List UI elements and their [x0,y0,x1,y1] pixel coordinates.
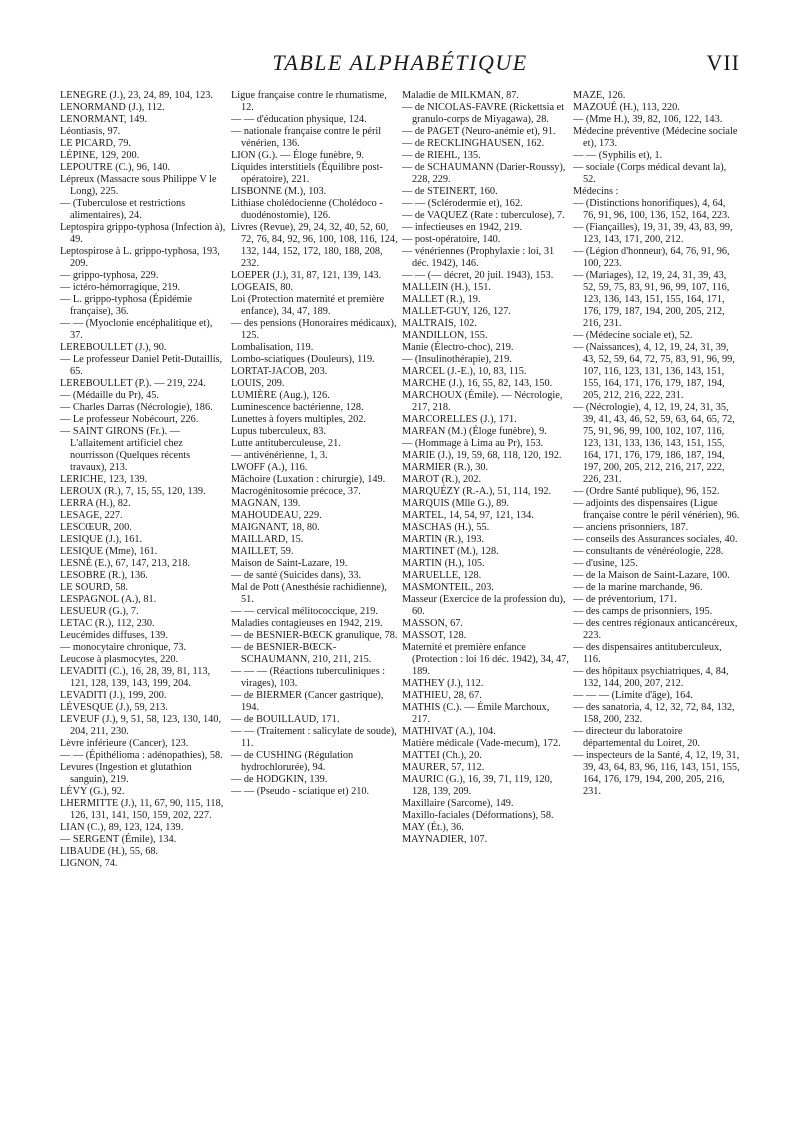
index-entry: LEVADITI (C.), 16, 28, 39, 81, 113, 121, 128, 139, 143, 199, 204. [60,666,211,689]
index-entry: — (Hommage à Lima au Pr), 153. [402,438,544,449]
index-entry: — (Distinctions honorifiques), 4, 64, 76, 91, 96, 100, 136, 152, 164, 223. [573,198,730,221]
index-entry: — SERGENT (Émile), 134. [60,834,177,845]
index-entry: — (Ordre Santé publique), 96, 152. [573,486,720,497]
index-entry: — grippo-typhosa, 229. [60,270,159,281]
index-entry: LIBAUDE (H.), 55, 68. [60,846,159,857]
index-column-3 [402,90,569,1090]
index-entry: — de VAQUEZ (Rate : tuberculose), 7. [402,210,565,221]
index-entry: — des dispensaires antituberculeux, 116. [573,642,722,665]
index-entry: Médecine préventive (Médecine sociale et), 173. [573,126,738,149]
index-entry: MARMIER (R.), 30. [402,462,489,473]
index-entry: Léontiasis, 97. [60,126,121,137]
index-entry: Maxillo-faciales (Déformations), 58. [402,810,554,821]
index-entry: LESIQUE (Mme), 161. [60,546,158,557]
index-entry: — Le professeur Nobécourt, 226. [60,414,199,425]
index-entry: Matière médicale (Vade-mecum), 172. [402,738,561,749]
index-entry: — adjoints des dispensaires (Ligue française contre le péril vénérien), 96. [573,498,740,521]
index-entry: LHERMITTE (J.), 11, 67, 90, 115, 118, 126, 131, 141, 150, 159, 202, 227. [60,798,224,821]
index-entry: LESUEUR (G.), 7. [60,606,139,617]
index-entry: — sociale (Corps médical devant la), 52. [573,162,727,185]
index-entry: LOUIS, 209. [231,378,285,389]
index-entry: MARTIN (R.), 193. [402,534,485,545]
index-entry: MATTEI (Ch.), 20. [402,750,482,761]
index-entry: LETAC (R.), 112, 230. [60,618,155,629]
index-entry: — de BOUILLAUD, 171. [231,714,340,725]
index-entry: — — (Pseudo - sciatique et) 210. [231,786,370,797]
index-entry: LESNÉ (E.), 67, 147, 213, 218. [60,558,191,569]
index-entry: — — (Épithélioma : adénopathies), 58. [60,750,223,761]
index-entry: — de HODGKIN, 139. [231,774,328,785]
index-entry: MAGNAN, 139. [231,498,301,509]
index-entry: — SAINT GIRONS (Fr.). — L'allaitement artificiel chez nourrisson (Quelques récents travaux), 213. [60,426,191,473]
index-entry: — de BIERMER (Cancer gastrique), 194. [231,690,384,713]
index-entry: LUMIÈRE (Aug.), 126. [231,390,330,401]
index-entry: Leptospirose à L. grippo-typhosa, 193, 209. [60,246,220,269]
index-entry: MAURIC (G.), 16, 39, 71, 119, 120, 128, 139, 209. [402,774,553,797]
index-entry: MASSOT, 128. [402,630,467,641]
index-entry: Leucémides diffuses, 139. [60,630,168,641]
index-entry: LERICHE, 123, 139. [60,474,148,485]
index-entry: MATHEY (J.), 112. [402,678,484,689]
index-entry: — de PAGET (Neuro-anémie et), 91. [402,126,556,137]
index-entry: LENORMAND (J.), 112. [60,102,165,113]
index-entry: MALLET (R.), 19. [402,294,481,305]
index-entry: Lombalisation, 119. [231,342,314,353]
index-entry: LESCŒUR, 200. [60,522,132,533]
index-entry: Ligue française contre le rhumatisme, 12. [231,90,387,113]
index-entry: Loi (Protection maternité et première enfance), 34, 47, 189. [231,294,385,317]
index-entry: MAIGNANT, 18, 80. [231,522,320,533]
index-entry: — de NICOLAS-FAVRE (Rickettsia et granulo-corps de Miyagawa), 28. [402,102,565,125]
index-entry: MARTINET (M.), 128. [402,546,499,557]
index-entry: — de BESNIER-BŒCK-SCHAUMANN, 210, 211, 215. [231,642,372,665]
index-entry: — des camps de prisonniers, 195. [573,606,713,617]
index-entry: — de SCHAUMANN (Darier-Roussy), 228, 229. [402,162,566,185]
index-entry: — de santé (Suicides dans), 33. [231,570,362,581]
page-title: TABLE ALPHABÉTIQUE [272,50,528,75]
index-entry: Maternité et première enfance (Protection : loi 16 déc. 1942), 34, 47, 189. [402,642,569,677]
index-entry: Manie (Électro-choc), 219. [402,342,514,353]
index-entry: Macrogénitosomie précoce, 37. [231,486,361,497]
index-entry: — Le professeur Daniel Petit-Dutaillis, 65. [60,354,223,377]
index-entry: LE PICARD, 79. [60,138,131,149]
index-entry: — d'usine, 125. [573,558,638,569]
index-entry: — anciens prisonniers, 187. [573,522,689,533]
index-entry: LEREBOULLET (P.). — 219, 224. [60,378,206,389]
index-entry: — de CUSHING (Régulation hydrochlorurée), 94. [231,750,354,773]
index-entry: LE SOURD, 58. [60,582,129,593]
index-entry: — (Médecine sociale et), 52. [573,330,693,341]
index-entry: Mâchoire (Luxation : chirurgie), 149. [231,474,386,485]
index-column-2 [231,90,398,1090]
index-entry: — de STEINERT, 160. [402,186,498,197]
index-entry: MARTEL, 14, 54, 97, 121, 134. [402,510,534,521]
index-entry: MAHOUDEAU, 229. [231,510,322,521]
page-number: VII [706,50,740,75]
index-entry: MARIE (J.), 19, 59, 68, 118, 120, 192. [402,450,562,461]
index-entry: — inspecteurs de la Santé, 4, 12, 19, 31, 39, 43, 64, 83, 96, 116, 143, 151, 155, 164, 176, 179, 194, 200, 205, 216, 231. [573,750,740,797]
index-entry: LISBONNE (M.), 103. [231,186,327,197]
index-entry: Médecins : [573,186,619,197]
index-entry: Levures (Ingestion et glutathion sanguin), 219. [60,762,192,785]
index-entry: MALLEIN (H.), 151. [402,282,491,293]
index-entry: — — (Sclérodermie et), 162. [402,198,523,209]
index-entry: — (Naissances), 4, 12, 19, 24, 31, 39, 43, 52, 59, 64, 72, 75, 83, 91, 96, 99, 107, 116, 123, 131, 136, 143, 151, 155, 164, 171, 176, 179, 187, 194, 205, 212, 216, 222, 231. [573,342,735,401]
index-entry: Maison de Saint-Lazare, 19. [231,558,348,569]
index-entry: — ictéro-hémorragique, 219. [60,282,181,293]
index-entry: MAZOUÉ (H.), 113, 220. [573,102,680,113]
index-entry: MARCEL (J.-E.), 10, 83, 115. [402,366,527,377]
index-entry: LEVEUF (J.), 9, 51, 58, 123, 130, 140, 204, 211, 230. [60,714,222,737]
index-entry: MARCHE (J.), 16, 55, 82, 143, 150. [402,378,553,389]
index-entry: Masseur (Exercice de la profession du), 60. [402,594,566,617]
index-entry: — des pensions (Honoraires médicaux), 125. [231,318,397,341]
index-entry: LION (G.). — Éloge funèbre, 9. [231,150,364,161]
index-entry: Liquides interstitiels (Équilibre post-opératoire), 221. [231,162,383,185]
index-entry: Lupus tuberculeux, 83. [231,426,326,437]
index-entry: MASMONTEIL, 203. [402,582,494,593]
index-entry: — nationale française contre le péril vénérien, 136. [231,126,382,149]
index-entry: Lithiase cholédocienne (Cholédoco - duodénostomie), 126. [231,198,383,221]
index-entry: LEPOUTRE (C.), 96, 140. [60,162,171,173]
index-entry: LWOFF (A.), 116. [231,462,308,473]
index-columns [60,90,740,1090]
index-entry: MARCORELLES (J.), 171. [402,414,517,425]
index-entry: — conseils des Assurances sociales, 40. [573,534,738,545]
index-entry: — — — (Réactions tuberculiniques : virages), 103. [231,666,386,689]
index-entry: Leptospira grippo-typhosa (Infection à), 49. [60,222,226,245]
index-entry: MASSON, 67. [402,618,463,629]
index-entry: LENÈGRE (J.), 23, 24, 89, 104, 123. [60,90,214,101]
index-entry: — vénériennes (Prophylaxie : loi, 31 déc. 1942), 146. [402,246,555,269]
index-entry: MALLET-GUY, 126, 127. [402,306,511,317]
index-entry: LOEPER (J.), 31, 87, 121, 139, 143. [231,270,382,281]
index-entry: LESIQUE (J.), 161. [60,534,143,545]
index-entry: Lutte antituberculeuse, 21. [231,438,341,449]
index-entry: Maxillaire (Sarcome), 149. [402,798,514,809]
index-entry: LESPAGNOL (A.), 81. [60,594,157,605]
index-entry: MARQUÉZY (R.-A.), 51, 114, 192. [402,486,552,497]
index-entry: — (Médaille du Pr), 45. [60,390,159,401]
index-entry: MAILLARD, 15. [231,534,304,545]
index-entry: — de la Maison de Saint-Lazare, 100. [573,570,730,581]
index-entry: LERRA (H.), 82. [60,498,131,509]
index-entry: MATHIEU, 28, 67. [402,690,482,701]
index-entry: — — d'éducation physique, 124. [231,114,367,125]
index-entry: — des hôpitaux psychiatriques, 4, 84, 132, 144, 200, 207, 212. [573,666,729,689]
index-entry: — des sanatoria, 4, 12, 32, 72, 84, 132, 158, 200, 232. [573,702,735,725]
index-entry: MATHIS (C.). — Émile Marchoux, 217. [402,702,550,725]
index-entry: LEREBOULLET (J.), 90. [60,342,167,353]
index-entry: — (Insulinothérapie), 219. [402,354,512,365]
index-entry: MARQUIS (Mlle G.), 89. [402,498,509,509]
index-entry: Lombo-sciatiques (Douleurs), 119. [231,354,375,365]
index-entry: Maladies contagieuses en 1942, 219. [231,618,383,629]
index-entry: — post-opératoire, 140. [402,234,501,245]
index-entry: — (Fiançailles), 19, 31, 39, 43, 83, 99, 123, 143, 171, 200, 212. [573,222,733,245]
index-entry: LÉVESQUE (J.), 59, 213. [60,702,168,713]
index-entry: — consultants de vénéréologie, 228. [573,546,724,557]
index-entry: — de la marine marchande, 96. [573,582,703,593]
page-header [60,50,740,80]
index-column-4 [573,90,740,1090]
index-entry: Maladie de MILKMAN, 87. [402,90,519,101]
index-entry: MARUELLE, 128. [402,570,482,581]
index-entry: Lunettes à foyers multiples, 202. [231,414,366,425]
index-entry: — L. grippo-typhosa (Épidémie française), 36. [60,294,193,317]
index-entry: — de RECKLINGHAUSEN, 162. [402,138,545,149]
index-entry: MATHIVAT (A.), 104. [402,726,496,737]
index-entry: — (Tuberculose et restrictions alimentaires), 24. [60,198,186,221]
index-entry: — monocytaire chronique, 73. [60,642,187,653]
index-entry: MARTIN (H.), 105. [402,558,485,569]
index-entry: LEROUX (R.), 7, 15, 55, 120, 139. [60,486,206,497]
index-entry: LIGNON, 74. [60,858,118,869]
index-entry: MALTRAIS, 102. [402,318,477,329]
index-entry: — — — (Limite d'âge), 164. [573,690,693,701]
index-entry: LÉVY (G.), 92. [60,786,125,797]
index-entry: Luminescence bactérienne, 128. [231,402,364,413]
index-entry: — — (— décret, 20 juil. 1943), 153. [402,270,554,281]
index-entry: — de RIEHL, 135. [402,150,481,161]
index-entry: LEVADITI (J.), 199, 200. [60,690,167,701]
index-entry: Leucose à plasmocytes, 220. [60,654,179,665]
index-entry: Livres (Revue), 29, 24, 32, 40, 52, 60, 72, 76, 84, 92, 96, 100, 108, 116, 124, 132, 144, 152, 172, 180, 188, 208, 232. [231,222,398,269]
index-entry: MARFAN (M.) (Éloge funèbre), 9. [402,426,547,437]
index-entry: — infectieuses en 1942, 219. [402,222,523,233]
index-entry: — — (Traitement : salicylate de soude), 11. [231,726,397,749]
index-entry: — des centres régionaux anticancéreux, 223. [573,618,738,641]
index-entry: Mal de Pott (Anesthésie rachidienne), 51. [231,582,387,605]
index-entry: — directeur du laboratoire départemental du Loiret, 20. [573,726,700,749]
index-entry: — (Mariages), 12, 19, 24, 31, 39, 43, 52, 59, 75, 83, 91, 96, 99, 107, 116, 123, 136, 143, 151, 155, 164, 171, 176, 179, 187, 194, 200, 205, 212, 216, 231. [573,270,730,329]
index-column-1 [60,90,227,1090]
index-entry: — (Nécrologie), 4, 12, 19, 24, 31, 35, 39, 41, 43, 46, 52, 59, 63, 64, 65, 72, 75, 91, 96, 99, 100, 102, 107, 116, 123, 131, 133, 136, 143, 151, 155, 164, 171, 176, 179, 186, 187, 194, 197, 200, 205, 212, 216, 217, 222, 226, 231. [573,402,735,485]
index-entry: — (Légion d'honneur), 64, 76, 91, 96, 100, 223. [573,246,730,269]
index-entry: MAY (Ét.), 36. [402,822,464,833]
index-entry: MAROT (R.), 202. [402,474,482,485]
index-entry: — — (Myoclonie encéphalitique et), 37. [60,318,213,341]
index-entry: Lépreux (Massacre sous Philippe V le Long), 225. [60,174,217,197]
index-entry: LENORMANT, 149. [60,114,148,125]
index-entry: MANDILLON, 155. [402,330,488,341]
index-entry: — antivénérienne, 1, 3. [231,450,328,461]
index-entry: MAYNADIER, 107. [402,834,488,845]
index-entry: LÉPINE, 129, 200. [60,150,140,161]
index-entry: MAILLET, 59. [231,546,294,557]
index-entry: — — (Syphilis et), 1. [573,150,663,161]
index-entry: LORTAT-JACOB, 203. [231,366,328,377]
index-entry: LIAN (C.), 89, 123, 124, 139. [60,822,184,833]
index-entry: Lèvre inférieure (Cancer), 123. [60,738,189,749]
index-entry: MASCHAS (H.), 55. [402,522,490,533]
index-entry: MARCHOUX (Émile). — Nécrologie, 217, 218. [402,390,563,413]
index-entry: LESOBRE (R.), 136. [60,570,148,581]
index-entry: — Charles Darras (Nécrologie), 186. [60,402,213,413]
index-entry: LESAGE, 227. [60,510,123,521]
index-entry: MAURER, 57, 112. [402,762,485,773]
index-entry: MAZÉ, 126. [573,90,626,101]
index-entry: — (Mme H.), 39, 82, 106, 122, 143. [573,114,723,125]
index-entry: — de préventorium, 171. [573,594,677,605]
index-entry: — de BESNIER-BŒCK granulique, 78. [231,630,398,641]
index-entry: LOGEAIS, 80. [231,282,294,293]
index-entry: — — cervical mélitococcique, 219. [231,606,378,617]
